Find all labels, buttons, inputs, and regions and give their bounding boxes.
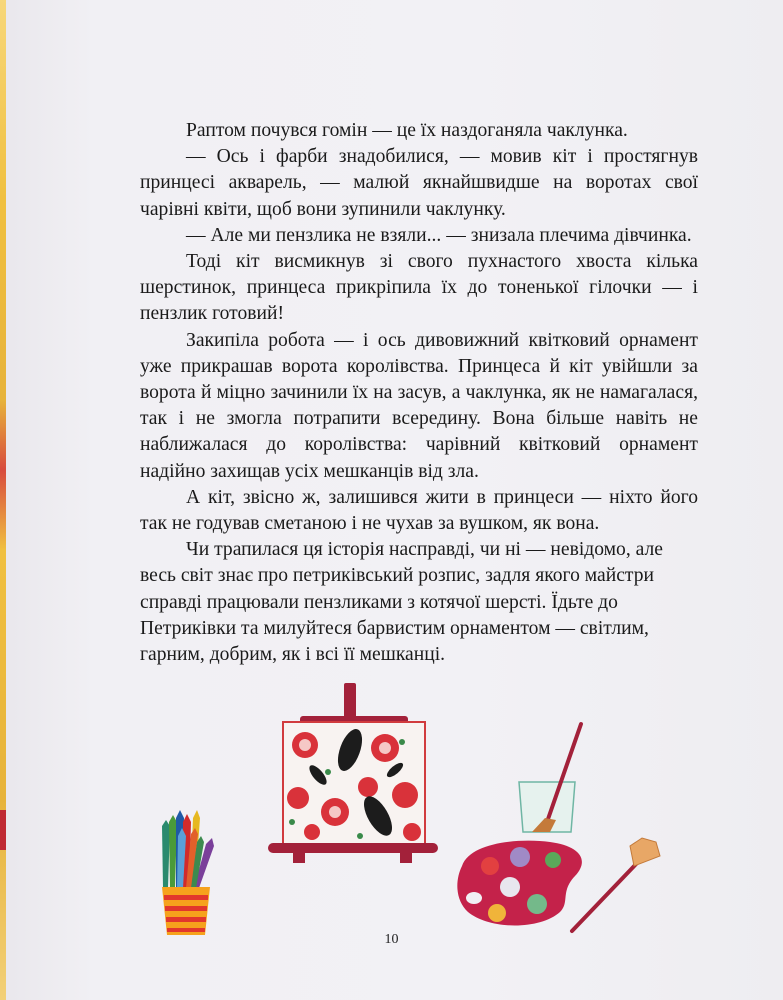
fan-brush-illustration	[572, 838, 660, 931]
cup-stripe	[164, 895, 208, 900]
paragraph-1: Раптом почувся гомін — це їх наздоганяла чаклунка.	[186, 120, 628, 141]
palette-thumb-hole	[466, 892, 482, 904]
paint-blob-purple	[510, 847, 530, 867]
page-number: 10	[384, 932, 399, 947]
easel-leg	[400, 851, 412, 863]
paragraph-6: А кіт, звісно ж, залишився жити в принцеси — ніхто його так не годував сметаною і не чухав за вушком, як вона.	[140, 486, 698, 535]
paragraph-2: — Ось і фарби знадобилися, — мовив кіт і простягнув принцесі акварель, — малюй якнайшвидше на воротах свої чарівні квіти, щоб вони зупинили чаклунку.	[140, 146, 698, 220]
paragraph-5: Закипіла робота — і ось дивовижний квітковий орнамент уже прикрашав ворота королівства. Принцеса й кіт увійшли за ворота й міцно зачинили їх на засув, а чаклунка, як не намагалася, так і не змогла потрапити всередину. Вона більше навіть не наближалася до королівства: чарівний квітковий орнамент надійно захищав усіх мешканців від зла.	[140, 329, 698, 482]
cup-stripe	[166, 917, 206, 922]
easel-leg	[293, 851, 305, 863]
pencils	[162, 810, 214, 888]
cup-stripe	[165, 906, 207, 911]
water-glass-illustration	[519, 724, 581, 832]
fan-brush-handle	[572, 862, 638, 931]
paragraph-7: Чи трапилася ця історія насправді, чи ні — невідомо, але весь світ знає про петриківський розпис, задля якого майстри справді працювали пензликами з котячої шерсті. Їдьте до Петриківки та милуйтеся барвистим орнаментом — світлим, гарним, добрим, як і всі її мешканці.	[140, 539, 663, 666]
paint-blob-green	[545, 852, 561, 868]
paragraph-3: — Але ми пензлика не взяли... — знизала плечима дівчинка.	[186, 224, 692, 246]
paint-blob-teal	[527, 894, 547, 914]
paint-palette-illustration	[457, 841, 582, 926]
paint-blob-orange	[488, 904, 506, 922]
paint-blob-red	[481, 857, 499, 875]
easel-illustration	[268, 683, 438, 863]
fan-brush-bristles	[630, 838, 660, 866]
paint-blob-white	[500, 877, 520, 897]
paragraph-4: Тоді кіт висмикнув зі свого пухнастого хвоста кілька шерстинок, принцеса прикріпила їх до тоненької гілочки — і пензлик готовий!	[140, 251, 698, 325]
pencil-cup-illustration	[162, 810, 214, 935]
